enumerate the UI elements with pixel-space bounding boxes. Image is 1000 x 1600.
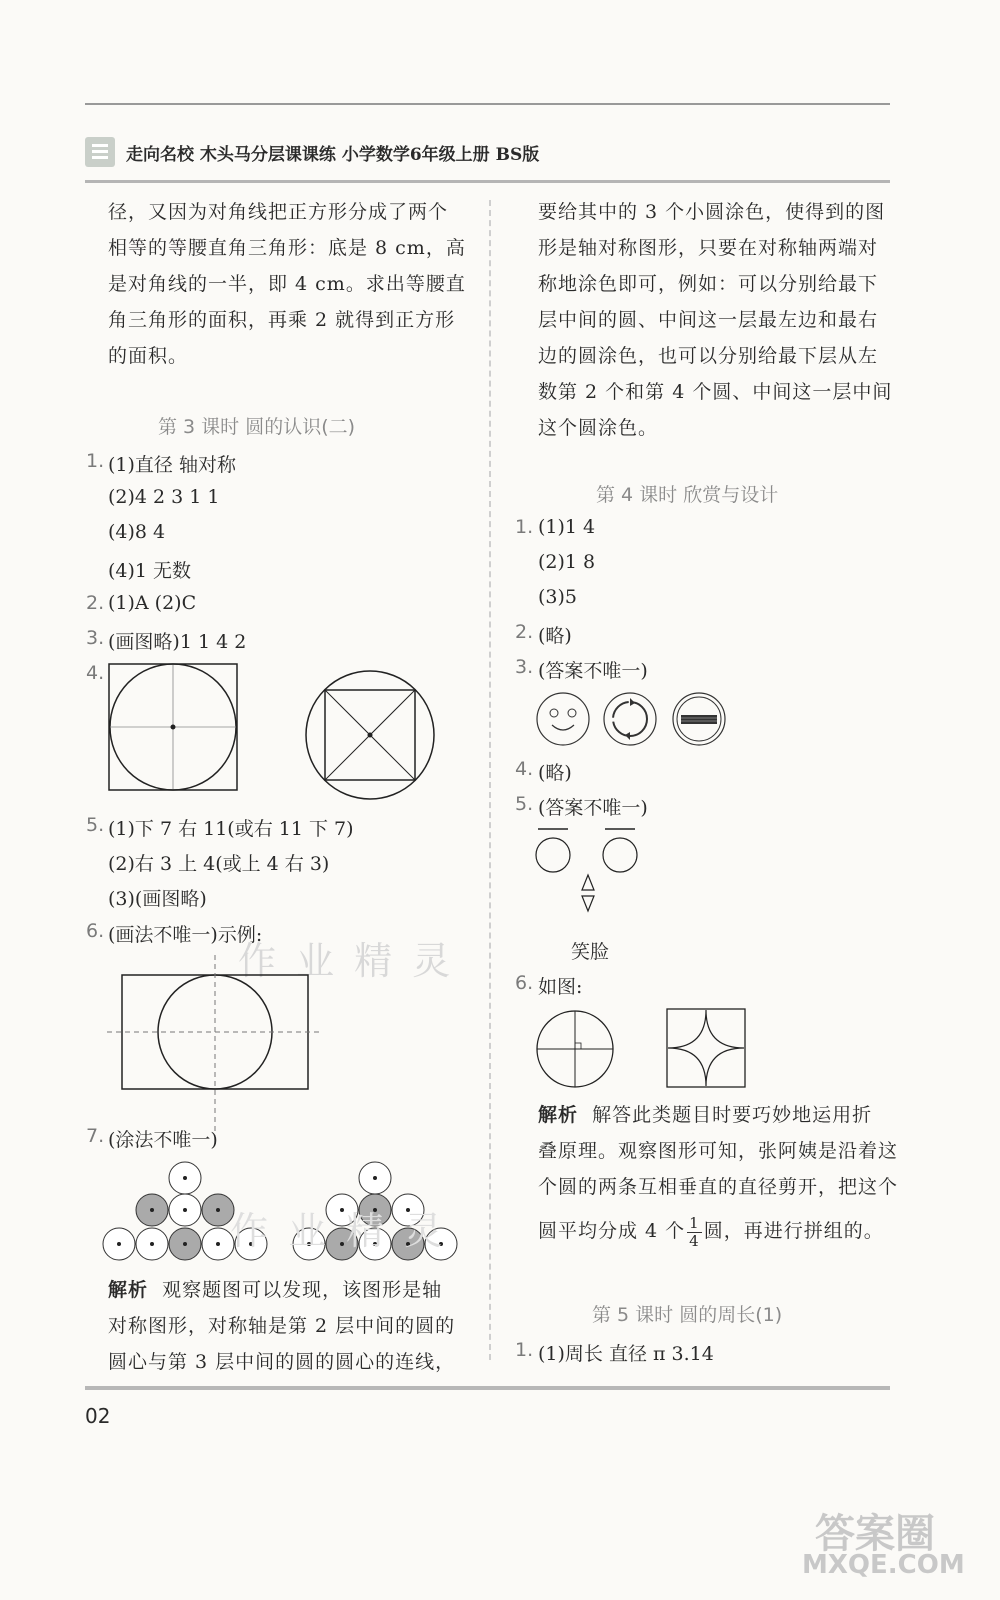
answer-line: (略) bbox=[538, 625, 572, 647]
question-number: 2. bbox=[86, 592, 105, 614]
fraction-one-quarter bbox=[687, 1215, 702, 1250]
column-divider bbox=[489, 200, 491, 1360]
answer-line: (3)(画图略) bbox=[108, 888, 207, 910]
question-number: 1. bbox=[86, 450, 105, 472]
text-line: 解答此类题目时要巧妙地运用折 bbox=[592, 1104, 873, 1126]
circle-center-dot bbox=[183, 1208, 187, 1212]
header-icon bbox=[85, 137, 115, 167]
watermark-text: 作 业 精 灵 bbox=[230, 1209, 447, 1253]
answer-line: (2)4 2 3 1 1 bbox=[108, 486, 220, 508]
footer-rule bbox=[85, 1386, 890, 1390]
question-number: 2. bbox=[515, 621, 534, 643]
text-line: 叠原理。观察图形可知，张阿姨是沿着这 bbox=[538, 1140, 899, 1162]
question-number: 5. bbox=[86, 814, 105, 836]
circle-center-dot bbox=[117, 1242, 121, 1246]
square-in-circle-figure bbox=[305, 670, 435, 800]
header-title: 走向名校 木头马分层课课练 小学数学6年级上册 BS版 bbox=[126, 145, 540, 165]
text-line: 对称图形，对称轴是第 2 层中间的圆的 bbox=[108, 1315, 456, 1337]
text-line: 是对角线的一半，即 4 cm。求出等腰直 bbox=[108, 273, 466, 295]
answer-line: (4)1 无数 bbox=[108, 560, 192, 582]
ring-arrows-design bbox=[603, 692, 659, 748]
answer-line: (1)直径 轴对称 bbox=[108, 454, 236, 476]
left-intro bbox=[108, 194, 478, 374]
question-number: 5. bbox=[515, 793, 534, 815]
circle-center-dot bbox=[183, 1176, 187, 1180]
question-number: 6. bbox=[515, 972, 534, 994]
circle-center-dot bbox=[150, 1242, 154, 1246]
fraction-numerator: 1 bbox=[689, 1213, 700, 1232]
answer-line: (1)周长 直径 π 3.14 bbox=[538, 1343, 714, 1365]
answer-line: (3)5 bbox=[538, 586, 578, 608]
text-line: 层中间的圆、中间这一层最左边和最右 bbox=[538, 309, 879, 331]
circle-center-dot bbox=[150, 1208, 154, 1212]
text-line: 称地涂色即可，例如：可以分别给最下 bbox=[538, 273, 879, 295]
question-number: 7. bbox=[86, 1125, 105, 1147]
circle-center-dot bbox=[183, 1242, 187, 1246]
page-number: 02 bbox=[85, 1404, 111, 1428]
answer-line: (4)8 4 bbox=[108, 521, 166, 543]
text-line: 数第 2 个和第 4 个圆、中间这一层中间 bbox=[538, 381, 893, 403]
divided-circle-figure bbox=[536, 1010, 616, 1090]
answer-line: 如图: bbox=[538, 976, 583, 998]
answer-line: (答案不唯一) bbox=[538, 660, 648, 682]
circle-center-dot bbox=[216, 1208, 220, 1212]
text-line: 圆，再进行拼组的。 bbox=[703, 1220, 884, 1242]
header-rule bbox=[85, 180, 890, 183]
question-number: 6. bbox=[86, 920, 105, 942]
figure-caption: 笑脸 bbox=[571, 941, 610, 963]
fraction-denominator: 4 bbox=[689, 1231, 700, 1250]
text-line: 角三角形的面积，再乘 2 就得到正方形 bbox=[108, 309, 456, 331]
question-number: 4. bbox=[86, 662, 105, 684]
section-title-3: 第 3 课时 圆的认识(二) bbox=[158, 416, 356, 438]
smiley-face-design bbox=[536, 692, 592, 748]
right-intro bbox=[538, 194, 908, 446]
question-number: 3. bbox=[86, 627, 105, 649]
text-line: 这个圆涂色。 bbox=[538, 417, 659, 439]
left-analysis bbox=[108, 1272, 478, 1380]
circle-center-dot bbox=[373, 1176, 377, 1180]
answer-line: (2)1 8 bbox=[538, 551, 596, 573]
text-line: 圆心与第 3 层中间的圆的圆心的连线， bbox=[108, 1351, 456, 1373]
bar-disc-design bbox=[672, 692, 728, 748]
right-analysis bbox=[538, 1097, 908, 1250]
circle-in-square-figure bbox=[108, 663, 240, 793]
concave-star-figure bbox=[666, 1008, 748, 1090]
text-line: 边的圆涂色，也可以分别给最下层从左 bbox=[538, 345, 879, 367]
text-line: 圆平均分成 4 个 bbox=[538, 1220, 686, 1242]
text-line: 径，又因为对角线把正方形分成了两个 bbox=[108, 201, 449, 223]
text-line: 形是轴对称图形，只要在对称轴两端对 bbox=[538, 237, 879, 259]
circle-center-dot bbox=[216, 1242, 220, 1246]
face-composition-figure bbox=[530, 820, 650, 930]
answer-line: (画法不唯一)示例: bbox=[108, 924, 263, 946]
section-title-5: 第 5 课时 圆的周长(1) bbox=[592, 1304, 783, 1326]
watermark-site: MXQE.COM bbox=[802, 1550, 965, 1580]
answer-line: (1)1 4 bbox=[538, 516, 596, 538]
analysis-label: 解析 bbox=[108, 1279, 149, 1301]
answer-line: (答案不唯一) bbox=[538, 797, 648, 819]
answer-line: (略) bbox=[538, 762, 572, 784]
answer-line: (涂法不唯一) bbox=[108, 1129, 218, 1151]
answer-line: (1)A (2)C bbox=[108, 592, 197, 614]
watermark-stamp: 答案圈 bbox=[815, 1511, 935, 1557]
answer-line: (画图略)1 1 4 2 bbox=[108, 631, 247, 653]
question-number: 4. bbox=[515, 758, 534, 780]
question-number: 1. bbox=[515, 516, 534, 538]
text-line: 要给其中的 3 个小圆涂色，使得到的图 bbox=[538, 201, 886, 223]
question-number: 1. bbox=[515, 1339, 534, 1361]
top-rule bbox=[85, 103, 890, 105]
text-line: 个圆的两条互相垂直的直径剪开，把这个 bbox=[538, 1176, 899, 1198]
analysis-label: 解析 bbox=[538, 1104, 579, 1126]
text-line: 相等的等腰直角三角形：底是 8 cm，高 bbox=[108, 237, 466, 259]
section-title-4: 第 4 课时 欣赏与设计 bbox=[596, 484, 779, 506]
answer-line: (2)右 3 上 4(或上 4 右 3) bbox=[108, 853, 330, 875]
watermark-text: 作 业 精 灵 bbox=[238, 939, 455, 983]
text-line: 的面积。 bbox=[108, 345, 189, 367]
text-line: 观察题图可以发现，该图形是轴 bbox=[162, 1279, 443, 1301]
question-number: 3. bbox=[515, 656, 534, 678]
rectangle-circle-figure bbox=[105, 955, 325, 1145]
answer-line: (1)下 7 右 11(或右 11 下 7) bbox=[108, 818, 354, 840]
